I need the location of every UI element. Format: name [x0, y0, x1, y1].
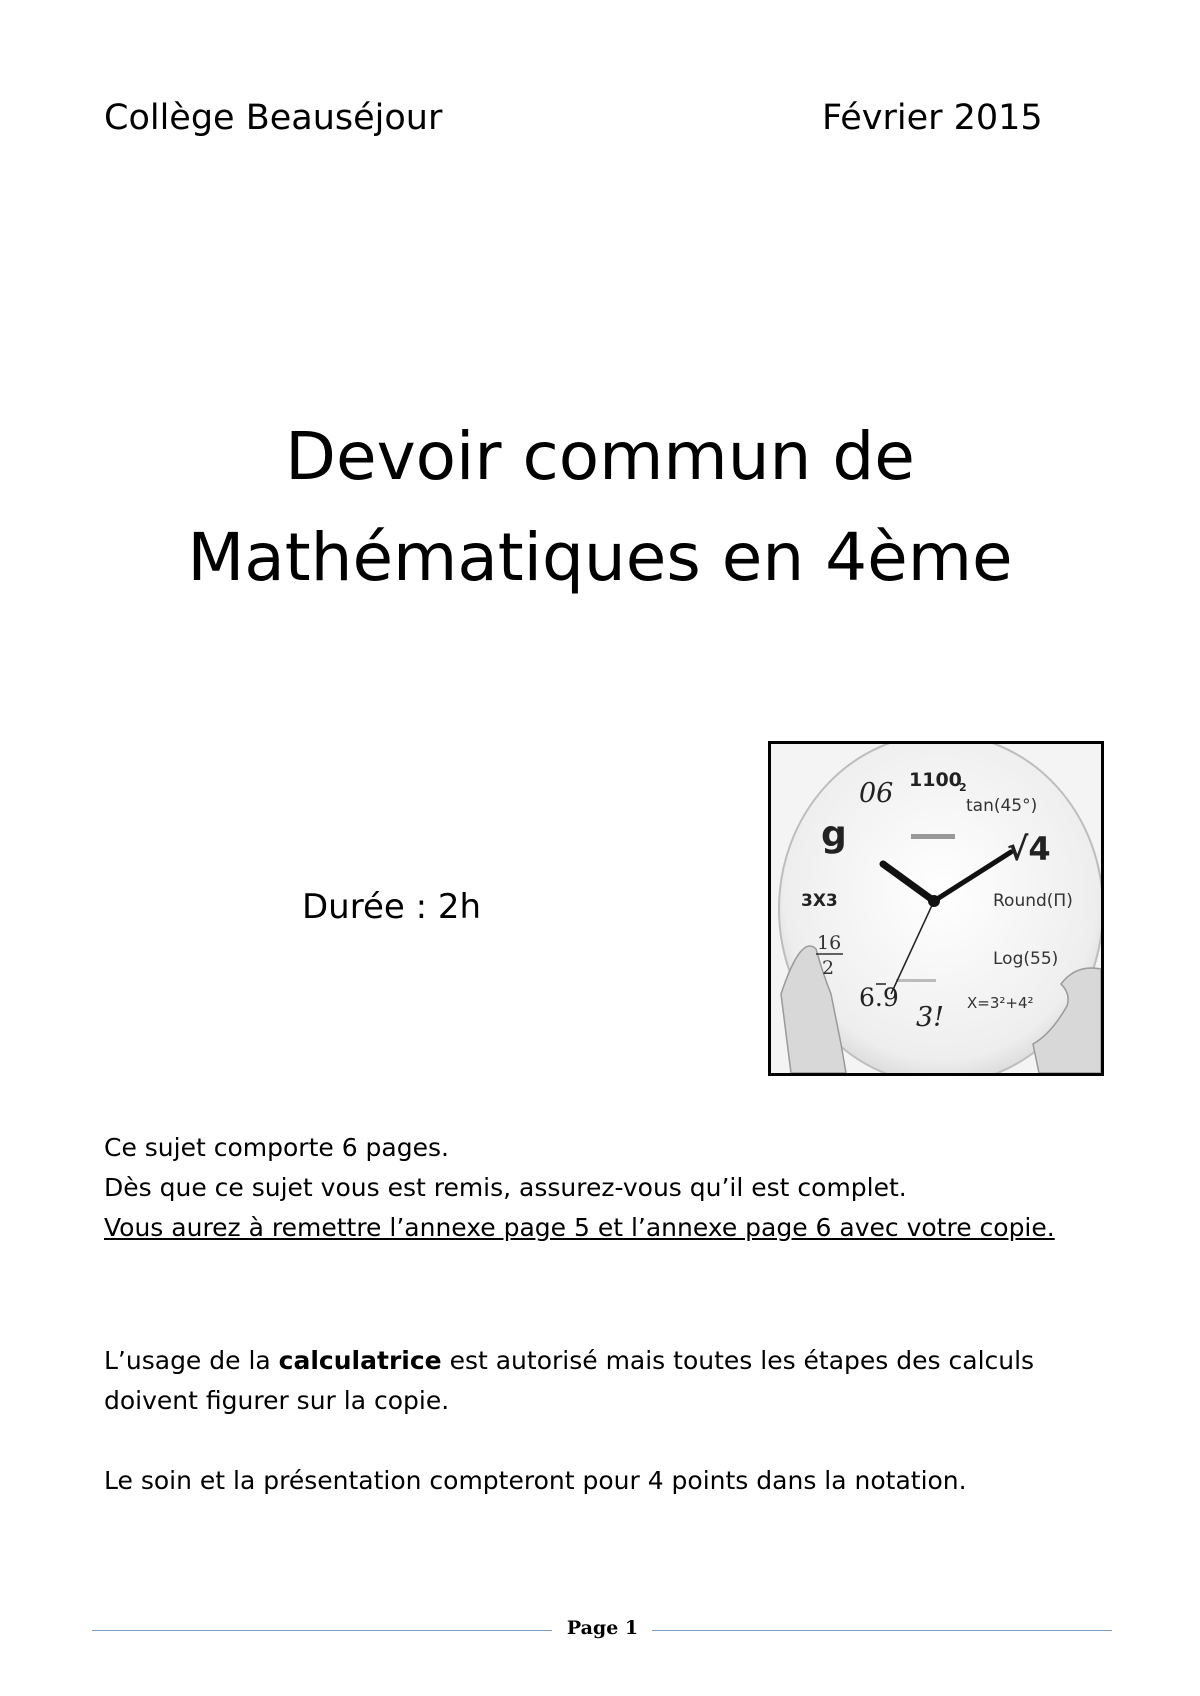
label-fraction-den: 2: [822, 957, 835, 979]
label-tan: tan(45°): [966, 796, 1038, 816]
presentation-note: Le soin et la présentation compteront pour 4 points dans la notation.: [104, 1466, 967, 1495]
label-round: Round(Π): [993, 891, 1073, 911]
annex-note: Vous aurez à remettre l’annexe page 5 et l’annexe page 6 avec votre copie.: [104, 1213, 1055, 1242]
brand-mark: [911, 834, 955, 839]
label-binary-sub: 2: [959, 781, 967, 794]
footer-rule-right: [652, 1630, 1112, 1631]
calculator-keyword: calculatrice: [278, 1346, 442, 1375]
label-repeating: 6.9: [859, 983, 899, 1012]
math-clock-image: [768, 741, 1104, 1076]
page-number: Page 1: [566, 1617, 639, 1639]
label-sqrt: √4: [1007, 830, 1051, 868]
label-log: Log(55): [993, 949, 1059, 969]
calculator-note-suffix: est autorisé mais toutes les étapes des calculs: [441, 1346, 1035, 1375]
clock-center: [928, 895, 940, 907]
footer-rule-left: [92, 1630, 552, 1631]
label-g: g: [821, 814, 847, 855]
exam-duration: Durée : 2h: [302, 887, 482, 927]
calculator-note-line-2: doivent figurer sur la copie.: [104, 1386, 450, 1415]
exam-date: Février 2015: [822, 98, 1043, 138]
clock-illustration: [771, 744, 1101, 1073]
completeness-note: Dès que ce sujet vous est remis, assurez-vous qu’il est complet.: [104, 1173, 907, 1202]
label-3x3: 3X3: [801, 891, 838, 911]
title-line-2: Mathématiques en 4ème: [187, 519, 1013, 596]
title-line-1: Devoir commun de: [285, 418, 915, 495]
label-fraction-num: 16: [817, 932, 842, 954]
label-06: 06: [859, 778, 894, 809]
subtitle-mark: [896, 979, 936, 982]
label-binary: 1100: [909, 769, 962, 791]
calculator-note-line-1: [104, 1346, 1034, 1375]
school-name: Collège Beauséjour: [104, 98, 443, 138]
calculator-note-prefix: L’usage de la: [104, 1346, 279, 1375]
label-pythag: X=3²+4²: [967, 994, 1034, 1012]
pages-note: Ce sujet comporte 6 pages.: [104, 1133, 449, 1162]
label-factorial: 3!: [916, 1002, 945, 1033]
